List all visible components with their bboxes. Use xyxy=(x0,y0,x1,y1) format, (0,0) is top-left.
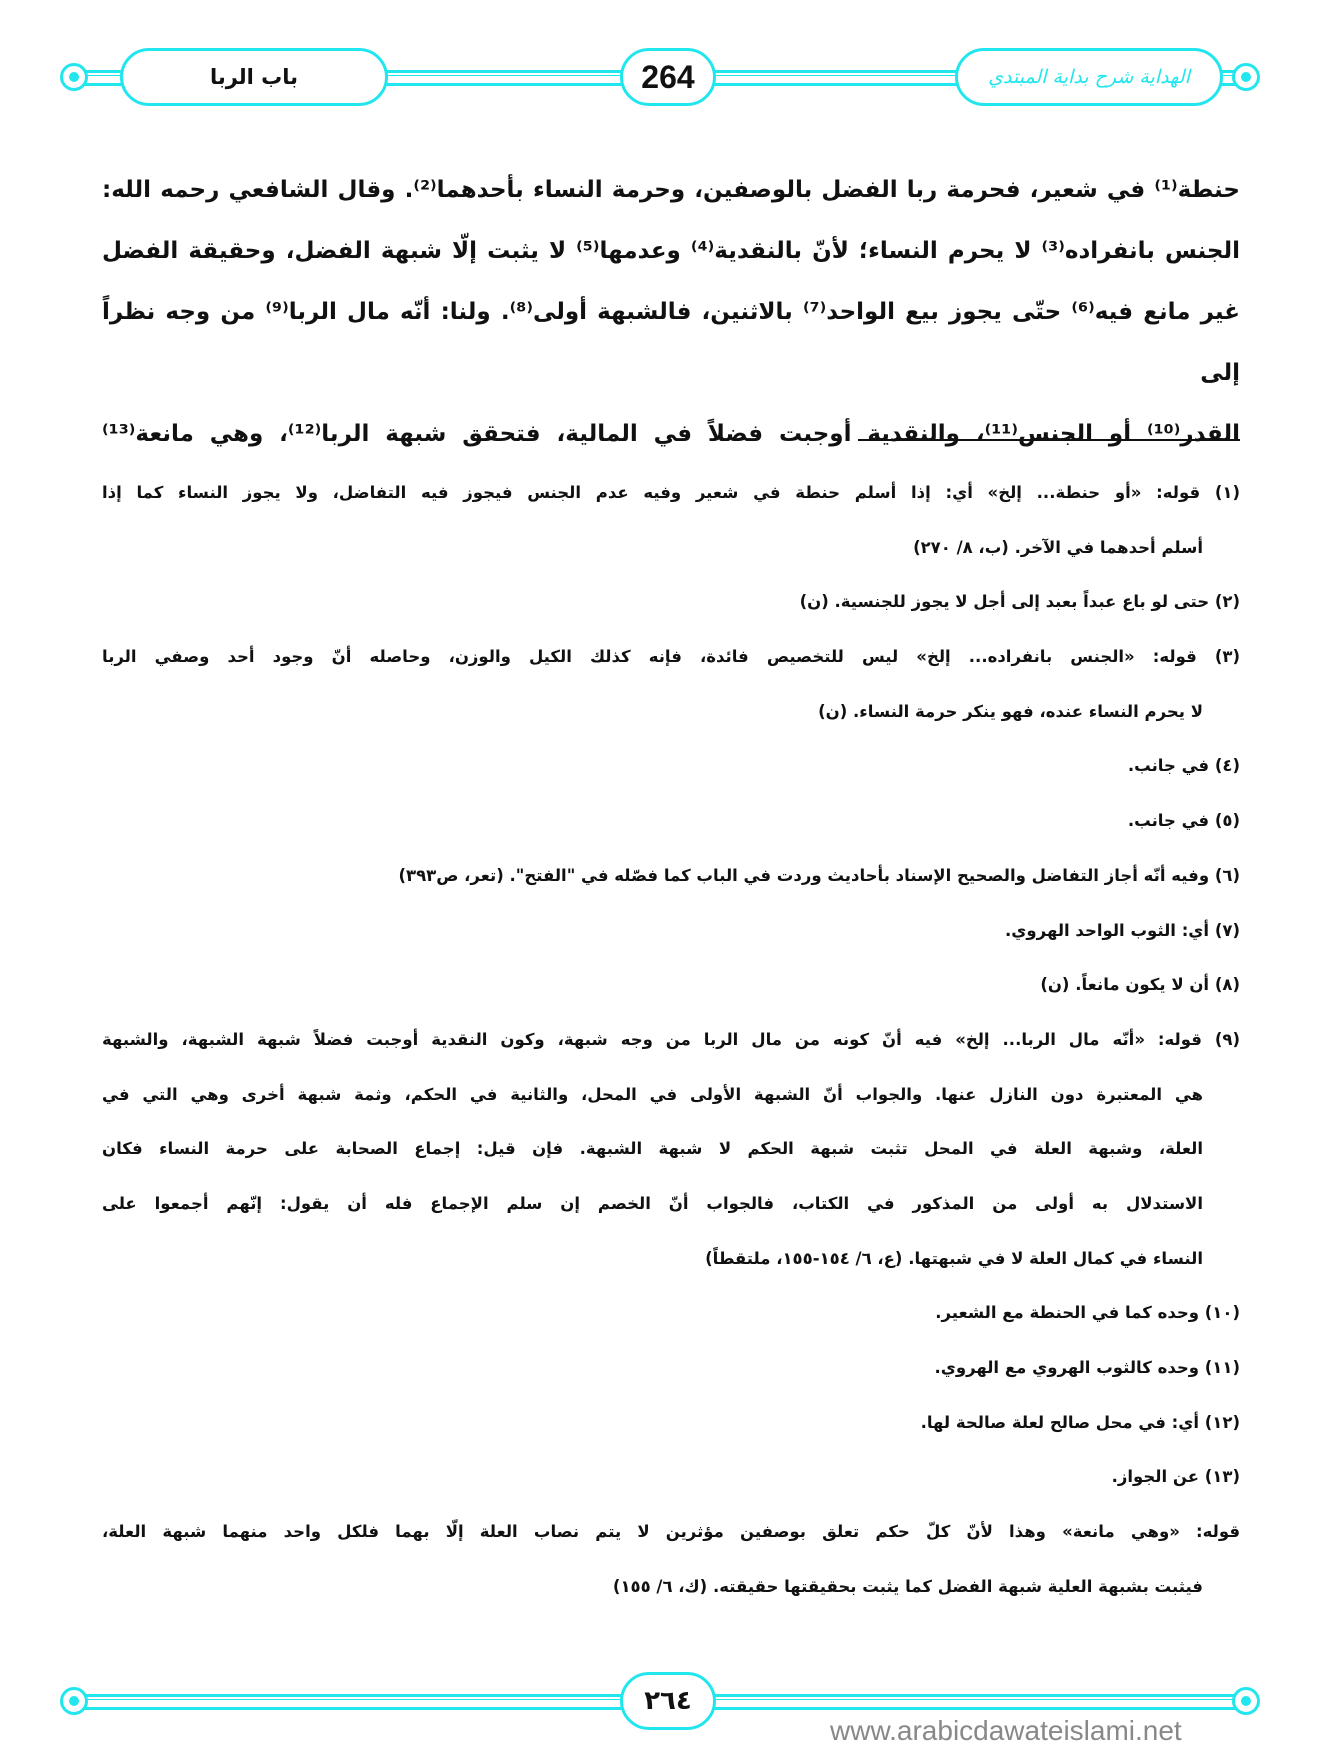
ornament-icon xyxy=(1232,63,1260,91)
main-text xyxy=(102,160,1240,465)
page-number: 264 xyxy=(641,58,695,95)
footer-page-number-box xyxy=(620,1672,716,1730)
footnote-line: (٣) قوله: «الجنس بانفراده... إلخ» ليس للتخصيص فائدة، فإنه كذلك الكيل والوزن، وحاصله أنّ وجود أحد وصفي الربا xyxy=(102,647,1240,667)
footnote-line: (٨) أن لا يكون مانعاً. (ن) xyxy=(1040,975,1240,995)
main-text-line: الجنس بانفراده⁽³⁾ لا يحرم النساء؛ لأنّ بالنقدية⁽⁴⁾ وعدمها⁽⁵⁾ لا يثبت إلّا شبهة الفضل، وحقيقة الفضل xyxy=(102,238,1240,264)
footnote-line: (٤) في جانب. xyxy=(1127,756,1240,776)
footnote-line: لا يحرم النساء عنده، فهو ينكر حرمة النساء. (ن) xyxy=(818,701,1203,721)
footnote-line: (٩) قوله: «أنّه مال الربا... إلخ» فيه أنّ كونه من مال الربا من وجه شبهة، وكون النقدية أوجبت فضلاً شبهة الشبهة، والشبهة xyxy=(102,1029,1240,1049)
footnote-line: الاستدلال به أولى من المذكور في الكتاب، فالجواب أنّ الخصم إن سلم الإجماع فله أن يقول: إنّهم أجمعوا على xyxy=(102,1193,1203,1213)
footnote-line: النساء في كمال العلة لا في شبهتها. (ع، ٦/ ١٥٤-١٥٥، ملتقطاً) xyxy=(705,1248,1203,1268)
book-logo: الهداية شرح بداية المبتدي xyxy=(988,66,1190,88)
main-text-line: القدر⁽¹⁰⁾ أو الجنس⁽¹¹⁾، والنقدية أوجبت فضلاً في المالية، فتحقق شبهة الربا⁽¹²⁾، وهي مانعة⁽¹³⁾ xyxy=(102,421,1240,447)
footer-page-number: ٢٦٤ xyxy=(644,1686,692,1716)
footnote-line: قوله: «وهي مانعة» وهذا لأنّ كلّ حكم تعلق بوصفين مؤثرين لا يتم نصاب العلة إلّا بهما فلكل واحد منهما شبهة العلة، xyxy=(102,1522,1240,1542)
footnote-line: فيثبت بشبهة العلية شبهة الفضل كما يثبت بحقيقتها حقيقته. (ك، ٦/ ١٥٥) xyxy=(612,1576,1203,1596)
footnote-line: (١٣) عن الجواز. xyxy=(1111,1467,1240,1487)
page-header xyxy=(60,48,1260,108)
website-url: www.arabicdawateislami.net xyxy=(830,1715,1182,1746)
page-number-box xyxy=(620,48,716,106)
main-text-line: غير مانع فيه⁽⁶⁾ حتّى يجوز بيع الواحد⁽⁷⁾ بالاثنين، فالشبهة أولى⁽⁸⁾. ولنا: أنّه مال الربا⁽⁹⁾ من وجه نظراً إلى xyxy=(102,299,1241,386)
footnote-separator xyxy=(858,439,1240,441)
ornament-icon xyxy=(1232,1687,1260,1715)
footnote-line: (٧) أي: الثوب الواحد الهروي. xyxy=(1005,920,1240,940)
footnote-line: هي المعتبرة دون النازل عنها. والجواب أنّ الشبهة الأولى في المحل، والثانية في الحكم، وثمة شبهة أخرى وهي التي في xyxy=(102,1084,1203,1104)
footnote-line: أسلم أحدهما في الآخر. (ب، ٨/ ٢٧٠) xyxy=(913,537,1203,557)
footnote-line: (١) قوله: «أو حنطة... إلخ» أي: إذا أسلم حنطة في شعير وفيه عدم الجنس فيجوز فيه التفاضل، ولا يجوز النساء كما إذا xyxy=(102,483,1240,502)
footnotes xyxy=(102,470,1240,1618)
footnote-line: (٦) وفيه أنّه أجاز التفاضل والصحيح الإسناد بأحاديث وردت في الباب كما فصّله في "الفتح". (تعر، ص٣٩٣) xyxy=(398,865,1240,885)
chapter-title-box xyxy=(120,48,388,106)
footnote-line: (٢) حتى لو باع عبداً بعبد إلى أجل لا يجوز للجنسية. (ن) xyxy=(799,592,1240,612)
book-logo-box xyxy=(955,48,1223,106)
footnote-line: (١٢) أي: في محل صالح لعلة صالحة لها. xyxy=(920,1412,1240,1432)
footnote-line: (١١) وحده كالثوب الهروي مع الهروي. xyxy=(934,1358,1240,1377)
ornament-icon xyxy=(60,1687,88,1715)
main-text-line: حنطة⁽¹⁾ في شعير، فحرمة ربا الفضل بالوصفين، وحرمة النساء بأحدهما⁽²⁾. وقال الشافعي رحمه الله: xyxy=(102,177,1240,203)
footnote-line: (١٠) وحده كما في الحنطة مع الشعير. xyxy=(935,1303,1240,1323)
footnote-line: (٥) في جانب. xyxy=(1127,811,1240,831)
chapter-title: باب الربا xyxy=(209,65,299,89)
footnote-line: العلة، وشبهة العلة في المحل تثبت شبهة الحكم لا شبهة الشبهة. فإن قيل: إجماع الصحابة على حرمة النساء فكان xyxy=(102,1139,1203,1159)
ornament-icon xyxy=(60,63,88,91)
